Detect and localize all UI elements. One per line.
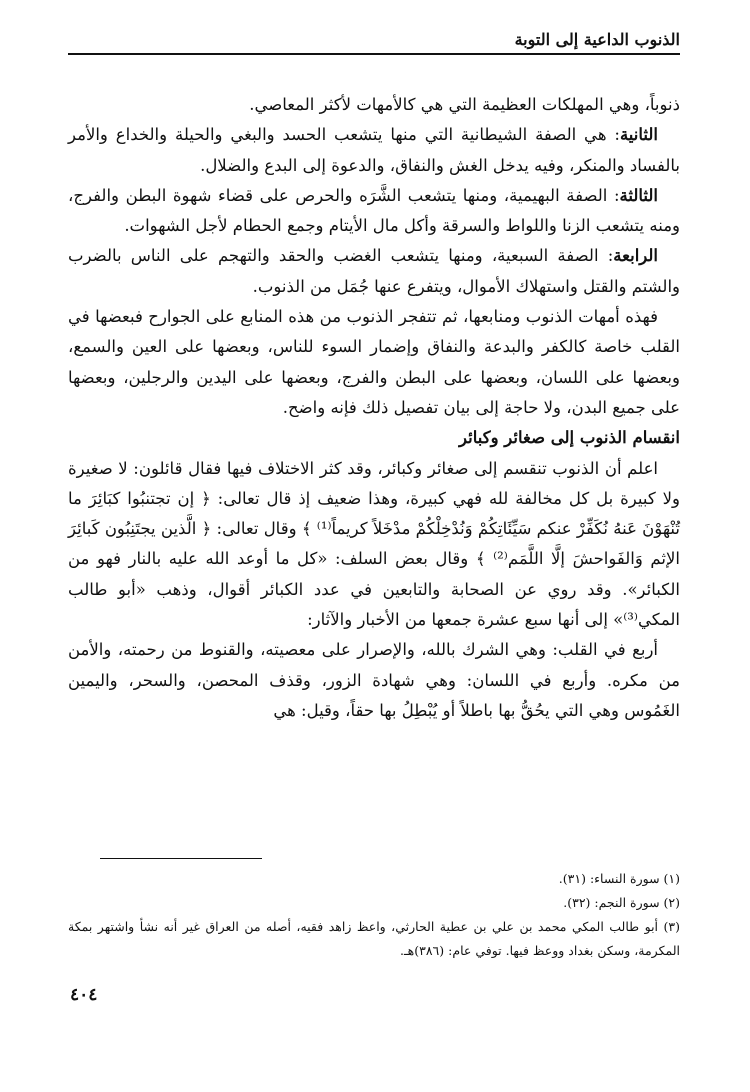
paragraph-7: أربع في القلب: وهي الشرك بالله، والإصرار على معصيته، والقنوط من رحمته، والأمن من مكره. وأربع في اللسان: وهي شهادة الزور، وقذف المحصن، والسحر، واليمين الغَمُوس وهي التي يحُقُّ بها باطلاً أو يُبْطِلُ بها حقاً، وقيل: هي	[68, 640, 680, 720]
label-third: الثالثة	[619, 185, 658, 205]
page-number: ٤٠٤	[70, 985, 98, 1005]
text-third: : الصفة البهيمية، ومنها يتشعب الشَّرَه والحرص على قضاء شهوة البطن والفرج، ومنه يتشعب الزنا واللواط والسرقة وأكل مال الأيتام وجمع الحطام لأجل الشهوات.	[68, 185, 680, 236]
text-fourth: : الصفة السبعية، ومنها يتشعب الغضب والحقد والتهجم على الناس بالضرب والشتم والقتل واستهلاك الأموال، ويتفرع عنها جُمَل من الذنوب.	[68, 246, 680, 296]
label-second: الثانية	[619, 125, 658, 145]
text-second: : هي الصفة الشيطانية التي منها يتشعب الحسد والبغي والحيلة والخداع والأمر بالفساد والمنكر، وفيه يدخل الغش والنفاق، والدعوة إلى البدع والضلال.	[68, 125, 680, 175]
paragraph-third	[68, 181, 680, 242]
running-header: الذنوب الداعية إلى التوبة	[68, 30, 680, 55]
paragraph-second	[68, 120, 680, 181]
footnote-2: (٢) سورة النجم: (٣٢).	[563, 895, 680, 910]
paragraph-5: فهذه أمهات الذنوب ومنابعها، ثم تتفجر الذنوب من هذه المنابع على الجوارح فبعضها في القلب خاصة كالكفر والبدعة والنفاق وإضمار السوء للناس، وبعضها على العين والسمع، وبعضها على اللسان، وبعضها على البطن والفرج، وبعضها على اليدين والرجلين، وبعضها على جميع البدن، ولا حاجة إلى بيان تفصيل ذلك فإنه واضح.	[68, 307, 680, 417]
footnote-1: (١) سورة النساء: (٣١).	[558, 871, 680, 886]
main-text	[68, 90, 680, 726]
paragraph-1: ذنوباً، وهي المهلكات العظيمة التي هي كالأمهات لأكثر المعاصي.	[249, 95, 680, 114]
footnote-3: (٣) أبو طالب المكي محمد بن علي بن عطية الحارثي، واعظ زاهد فقيه، أصله من العراق غير أنه نشأ واشتهر بمكة المكرمة، وسكن بغداد ووعظ فيها. توفي عام: (٣٨٦)هـ.	[68, 919, 680, 958]
footnotes	[68, 867, 680, 963]
paragraph-fourth	[68, 241, 680, 302]
footnote-divider	[100, 858, 262, 859]
label-fourth: الرابعة	[613, 246, 658, 266]
paragraph-6: اعلم أن الذنوب تنقسم إلى صغائر وكبائر، وقد كثر الاختلاف فيها فقال قائلون: لا صغيرة ولا كبيرة بل كل مخالفة لله فهي كبيرة، وهذا ضعيف إذ قال تعالى: ﴿ إن تجتنبُوا كبَائِرَ ما تُنْهَوْنَ عَنهُ نُكَفِّرْ عنكم سَيِّئَاتِكُمْ وَنُدْخِلْكُمْ مدْخَلاً كريماً⁽¹⁾ ﴾ وقال تعالى: ﴿ الَّذين يجتَنِبُون كَبائِرَ الإثم وَالفَواحشَ إلَّا اللَّمَم⁽²⁾ ﴾ وقال بعض السلف: «كل ما أوعد الله عليه بالنار فهو من الكبائر». وقد روي عن الصحابة والتابعين في عدد الكبائر أقوال، وذهب «أبو طالب المكي⁽³⁾» إلى أنها سبع عشرة جمعها من الأخبار والآثار:	[68, 458, 681, 630]
section-heading: انقسام الذنوب إلى صغائر وكبائر	[459, 428, 680, 448]
